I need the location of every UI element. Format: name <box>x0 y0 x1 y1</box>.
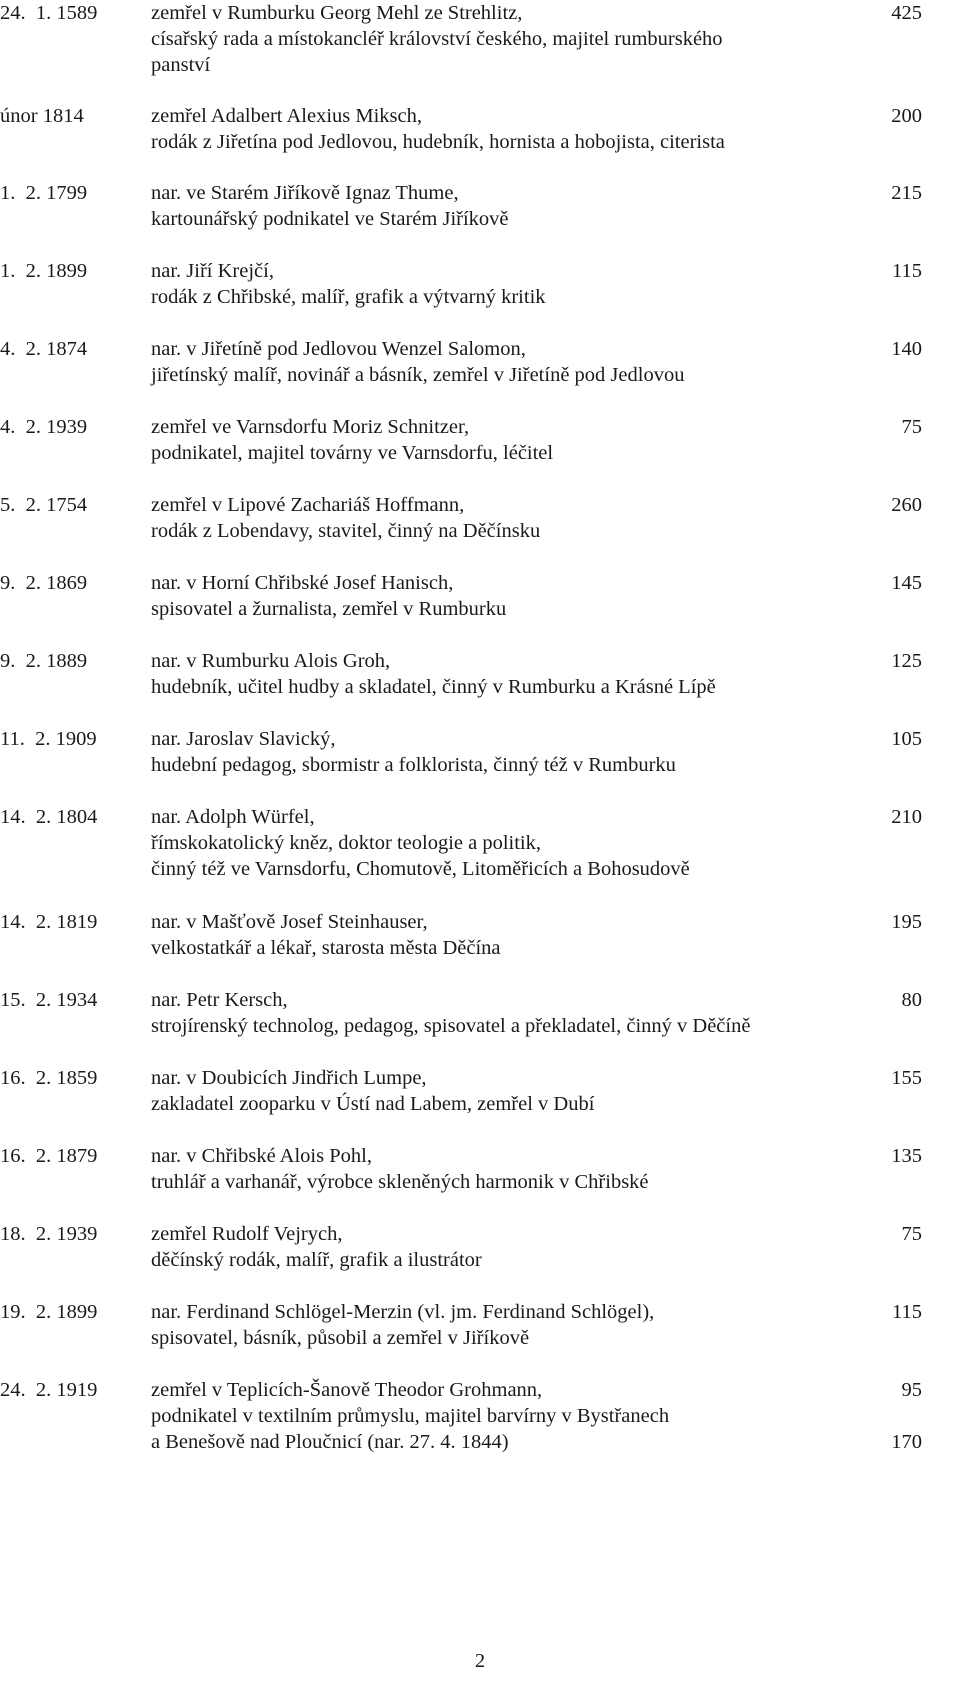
entry-text-line: nar. ve Starém Jiříkově Ignaz Thume, <box>151 182 459 204</box>
entry-number: 170 <box>891 1431 922 1453</box>
entry-number: 140 <box>891 338 922 360</box>
entry-text-line: činný též ve Varnsdorfu, Chomutově, Litoměřicích a Bohosudově <box>151 858 690 880</box>
entry-number: 215 <box>891 182 922 204</box>
entry-text <box>151 103 851 155</box>
entry-text-line: zakladatel zooparku v Ústí nad Labem, zemřel v Dubí <box>151 1093 595 1115</box>
entry-text-line: nar. Petr Kersch, <box>151 989 288 1011</box>
entry-date: 24. 2. 1919 <box>0 1379 98 1401</box>
entry-text-line: hudební pedagog, sbormistr a folklorista, činný též v Rumburku <box>151 754 676 776</box>
entry-text-line: rodák z Jiřetína pod Jedlovou, hudebník, hornista a hobojista, citerista <box>151 131 725 153</box>
entry-number: 115 <box>892 260 922 282</box>
entry-number: 80 <box>901 989 922 1011</box>
entry-date: 19. 2. 1899 <box>0 1301 98 1323</box>
entry-text-line: děčínský rodák, malíř, grafik a ilustrátor <box>151 1249 482 1271</box>
entry-text-line: rodák z Chřibské, malíř, grafik a výtvarný kritik <box>151 286 546 308</box>
entry-text <box>151 0 851 78</box>
entry-number: 260 <box>891 494 922 516</box>
entry-number: 105 <box>891 728 922 750</box>
entry-date: 9. 2. 1869 <box>0 572 88 594</box>
entry-text-line: jiřetínský malíř, novinář a básník, zemřel v Jiřetíně pod Jedlovou <box>151 364 685 386</box>
entry-text <box>151 804 851 882</box>
entry-text-line: nar. v Chřibské Alois Pohl, <box>151 1145 372 1167</box>
entry-text <box>151 1143 851 1195</box>
entry-number: 135 <box>891 1145 922 1167</box>
entry-text-line: hudebník, učitel hudby a skladatel, činný v Rumburku a Krásné Lípě <box>151 676 716 698</box>
entry-date: 15. 2. 1934 <box>0 989 98 1011</box>
entry-text-line: spisovatel, básník, působil a zemřel v Jiříkově <box>151 1327 530 1349</box>
entry-text-line: nar. Ferdinand Schlögel-Merzin (vl. jm. Ferdinand Schlögel), <box>151 1301 655 1323</box>
entry-text-line: zemřel v Lipové Zachariáš Hoffmann, <box>151 494 465 516</box>
entry-date: 1. 2. 1799 <box>0 182 88 204</box>
entry-number: 75 <box>901 416 922 438</box>
entry-text <box>151 180 851 232</box>
entry-text-line: spisovatel a žurnalista, zemřel v Rumburku <box>151 598 507 620</box>
entry-text <box>151 492 851 544</box>
entry-text <box>151 336 851 388</box>
entry-date: 9. 2. 1889 <box>0 650 88 672</box>
entry-date: 16. 2. 1859 <box>0 1067 98 1089</box>
entry-text-line: kartounářský podnikatel ve Starém Jiříkově <box>151 208 509 230</box>
entry-text-line: nar. Adolph Würfel, <box>151 806 315 828</box>
entry-text-line: zemřel v Rumburku Georg Mehl ze Strehlitz, <box>151 2 523 24</box>
entry-text <box>151 726 851 778</box>
entry-text-line: truhlář a varhanář, výrobce skleněných harmonik v Chřibské <box>151 1171 649 1193</box>
entry-date: 18. 2. 1939 <box>0 1223 98 1245</box>
entry-text-line: císařský rada a místokancléř království českého, majitel rumburského <box>151 28 723 50</box>
entry-number: 425 <box>891 2 922 24</box>
entry-text-line: nar. v Rumburku Alois Groh, <box>151 650 391 672</box>
entry-date: 11. 2. 1909 <box>0 728 97 750</box>
entry-text <box>151 987 851 1039</box>
entry-text <box>151 1377 851 1455</box>
entry-date: 24. 1. 1589 <box>0 2 98 24</box>
entry-text-line: nar. Jiří Krejčí, <box>151 260 274 282</box>
entry-date: 14. 2. 1819 <box>0 911 98 933</box>
entry-text <box>151 570 851 622</box>
entry-text-line: a Benešově nad Ploučnicí (nar. 27. 4. 1844) <box>151 1431 509 1453</box>
entry-number: 75 <box>901 1223 922 1245</box>
entry-number: 195 <box>891 911 922 933</box>
entry-text-line: strojírenský technolog, pedagog, spisovatel a překladatel, činný v Děčíně <box>151 1015 751 1037</box>
entry-text <box>151 1065 851 1117</box>
entry-text-line: podnikatel v textilním průmyslu, majitel barvírny v Bystřanech <box>151 1405 670 1427</box>
entry-text <box>151 1221 851 1273</box>
entry-text <box>151 909 851 961</box>
entry-number: 115 <box>892 1301 922 1323</box>
entry-text-line: zemřel v Teplicích-Šanově Theodor Grohmann, <box>151 1379 543 1401</box>
entry-number: 200 <box>891 105 922 127</box>
entry-text <box>151 1299 851 1351</box>
entry-text-line: zemřel ve Varnsdorfu Moriz Schnitzer, <box>151 416 470 438</box>
entry-date: 16. 2. 1879 <box>0 1145 98 1167</box>
entry-number: 155 <box>891 1067 922 1089</box>
entry-text <box>151 414 851 466</box>
entry-number: 95 <box>901 1379 922 1401</box>
entry-text-line: zemřel Adalbert Alexius Miksch, <box>151 105 422 127</box>
page-number: 2 <box>474 1650 486 1672</box>
entry-number: 145 <box>891 572 922 594</box>
entry-text-line: zemřel Rudolf Vejrych, <box>151 1223 343 1245</box>
entry-date: 14. 2. 1804 <box>0 806 98 828</box>
entry-date: 1. 2. 1899 <box>0 260 88 282</box>
entry-number: 125 <box>891 650 922 672</box>
entry-text-line: nar. v Jiřetíně pod Jedlovou Wenzel Salomon, <box>151 338 526 360</box>
entry-text-line: nar. v Mašťově Josef Steinhauser, <box>151 911 428 933</box>
entry-text-line: panství <box>151 54 211 76</box>
entry-text-line: velkostatkář a lékař, starosta města Děčína <box>151 937 501 959</box>
entry-text <box>151 258 851 310</box>
entry-date: 4. 2. 1874 <box>0 338 88 360</box>
entry-text-line: nar. v Doubicích Jindřich Lumpe, <box>151 1067 427 1089</box>
entry-text-line: rodák z Lobendavy, stavitel, činný na Děčínsku <box>151 520 541 542</box>
entry-text-line: nar. Jaroslav Slavický, <box>151 728 336 750</box>
entry-text-line: podnikatel, majitel továrny ve Varnsdorfu, léčitel <box>151 442 554 464</box>
entry-text-line: nar. v Horní Chřibské Josef Hanisch, <box>151 572 454 594</box>
entry-text <box>151 648 851 700</box>
entry-date: únor 1814 <box>0 105 84 127</box>
entry-date: 5. 2. 1754 <box>0 494 88 516</box>
entry-text-line: římskokatolický kněz, doktor teologie a politik, <box>151 832 541 854</box>
entry-date: 4. 2. 1939 <box>0 416 88 438</box>
entry-number: 210 <box>891 806 922 828</box>
